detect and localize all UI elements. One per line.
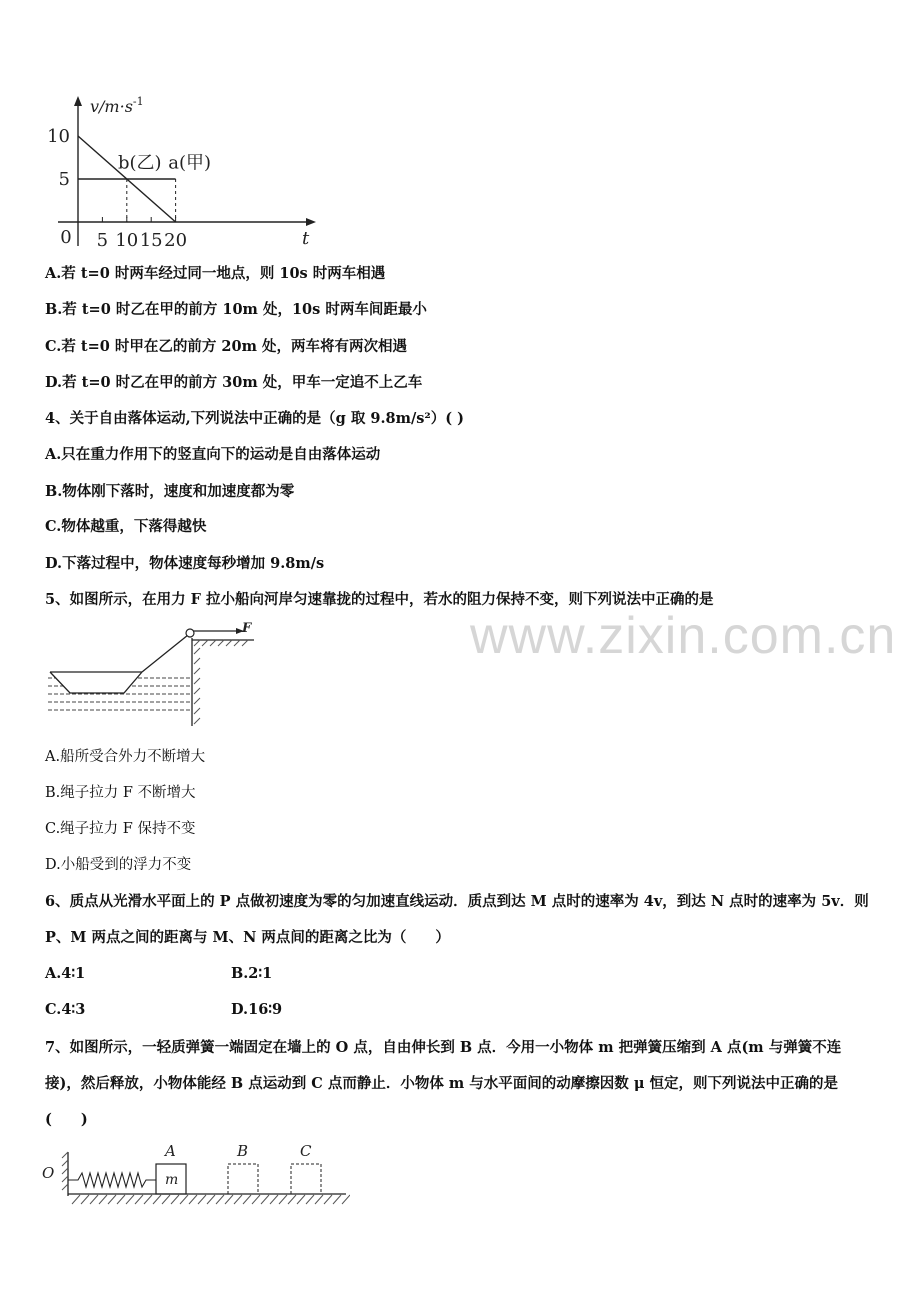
point-b-label: B — [237, 1142, 249, 1160]
q3-option-a: A.若 t=0 时两车经过同一地点，则 10s 时两车相遇 — [45, 265, 386, 282]
q5-figure-boat — [44, 620, 264, 732]
q4-option-a: A.只在重力作用下的竖直向下的运动是自由落体运动 — [45, 446, 381, 463]
q5-option-a: A.船所受合外力不断增大 — [45, 749, 206, 765]
force-label-f: F — [242, 621, 252, 636]
y-tick-label-10: 10 — [47, 126, 70, 147]
q4-stem: 4、关于自由落体运动,下列说法中正确的是（g 取 9.8m/s²）( ) — [45, 410, 465, 427]
q4-option-c: C.物体越重，下落得越快 — [45, 518, 207, 535]
x-tick-label-5: 5 — [96, 230, 109, 251]
y-axis-arrow — [74, 96, 82, 106]
q6-option-d: D.16∶9 — [231, 1001, 283, 1018]
point-o-label: O — [42, 1164, 55, 1182]
q3-option-b: B.若 t=0 时乙在甲的前方 10m 处，10s 时两车间距最小 — [45, 301, 427, 318]
q4-option-b: B.物体刚下落时，速度和加速度都为零 — [45, 483, 295, 500]
q5-option-b: B.绳子拉力 F 不断增大 — [45, 785, 196, 801]
x-tick-label-15: 15 — [139, 230, 163, 251]
q4-option-d: D.下落过程中，物体速度每秒增加 9.8m/s — [45, 555, 325, 572]
x-axis-label: t — [302, 228, 310, 249]
point-c-label: C — [300, 1142, 312, 1160]
q6-option-a: A.4∶1 — [45, 965, 86, 982]
q5-option-c: C.绳子拉力 F 保持不变 — [45, 821, 196, 837]
y-axis-label-exp: -1 — [132, 95, 144, 108]
series-label-b: b(乙) — [118, 152, 162, 174]
q3-option-c: C.若 t=0 时甲在乙的前方 20m 处，两车将有两次相遇 — [45, 338, 407, 355]
q6-option-b: B.2∶1 — [231, 965, 273, 982]
x-tick-label-10: 10 — [115, 230, 139, 251]
point-a-label: A — [165, 1142, 176, 1160]
q7-stem: 7、如图所示，一轻质弹簧一端固定在墙上的 O 点，自由伸长到 B 点．今用一小物体 m 把弹簧压缩到 A 点(m 与弹簧不连接)，然后释放，小物体能经 B 点运动到 C 点而静止．小物体 m 与水平面间的动摩擦因数 μ 恒定，则下列说法中正确的是( ) — [45, 1039, 842, 1128]
y-axis-label: $v/m\cdot s^{-1}$ — [90, 95, 144, 116]
x-tick-label-20: 20 — [164, 230, 188, 251]
watermark: www.zixin.com.cn — [470, 607, 897, 665]
q5-stem: 5、如图所示，在用力 F 拉小船向河岸匀速靠拢的过程中，若水的阻力保持不变，则下列说法中正确的是 — [45, 591, 714, 608]
q5-option-d: D.小船受到的浮力不变 — [45, 857, 192, 873]
q6-stem: 6、质点从光滑水平面上的 P 点做初速度为零的匀加速直线运动．质点到达 M 点时的速率为 4v，到达 N 点时的速率为 5v．则 P、M 两点之间的距离与 M、N 两点间的距离之比为（ ） — [45, 893, 869, 946]
q7-figure-spring — [38, 1136, 350, 1214]
y-tick-label-5: 5 — [58, 169, 70, 190]
origin-label: 0 — [60, 227, 72, 248]
x-axis-arrow — [306, 218, 316, 226]
q3-option-d: D.若 t=0 时乙在甲的前方 30m 处，甲车一定追不上乙车 — [45, 374, 423, 391]
series-label-a: a(甲) — [168, 152, 212, 174]
q6-option-c: C.4∶3 — [45, 1001, 86, 1018]
mass-label: m — [165, 1172, 179, 1188]
vt-chart — [40, 88, 330, 260]
